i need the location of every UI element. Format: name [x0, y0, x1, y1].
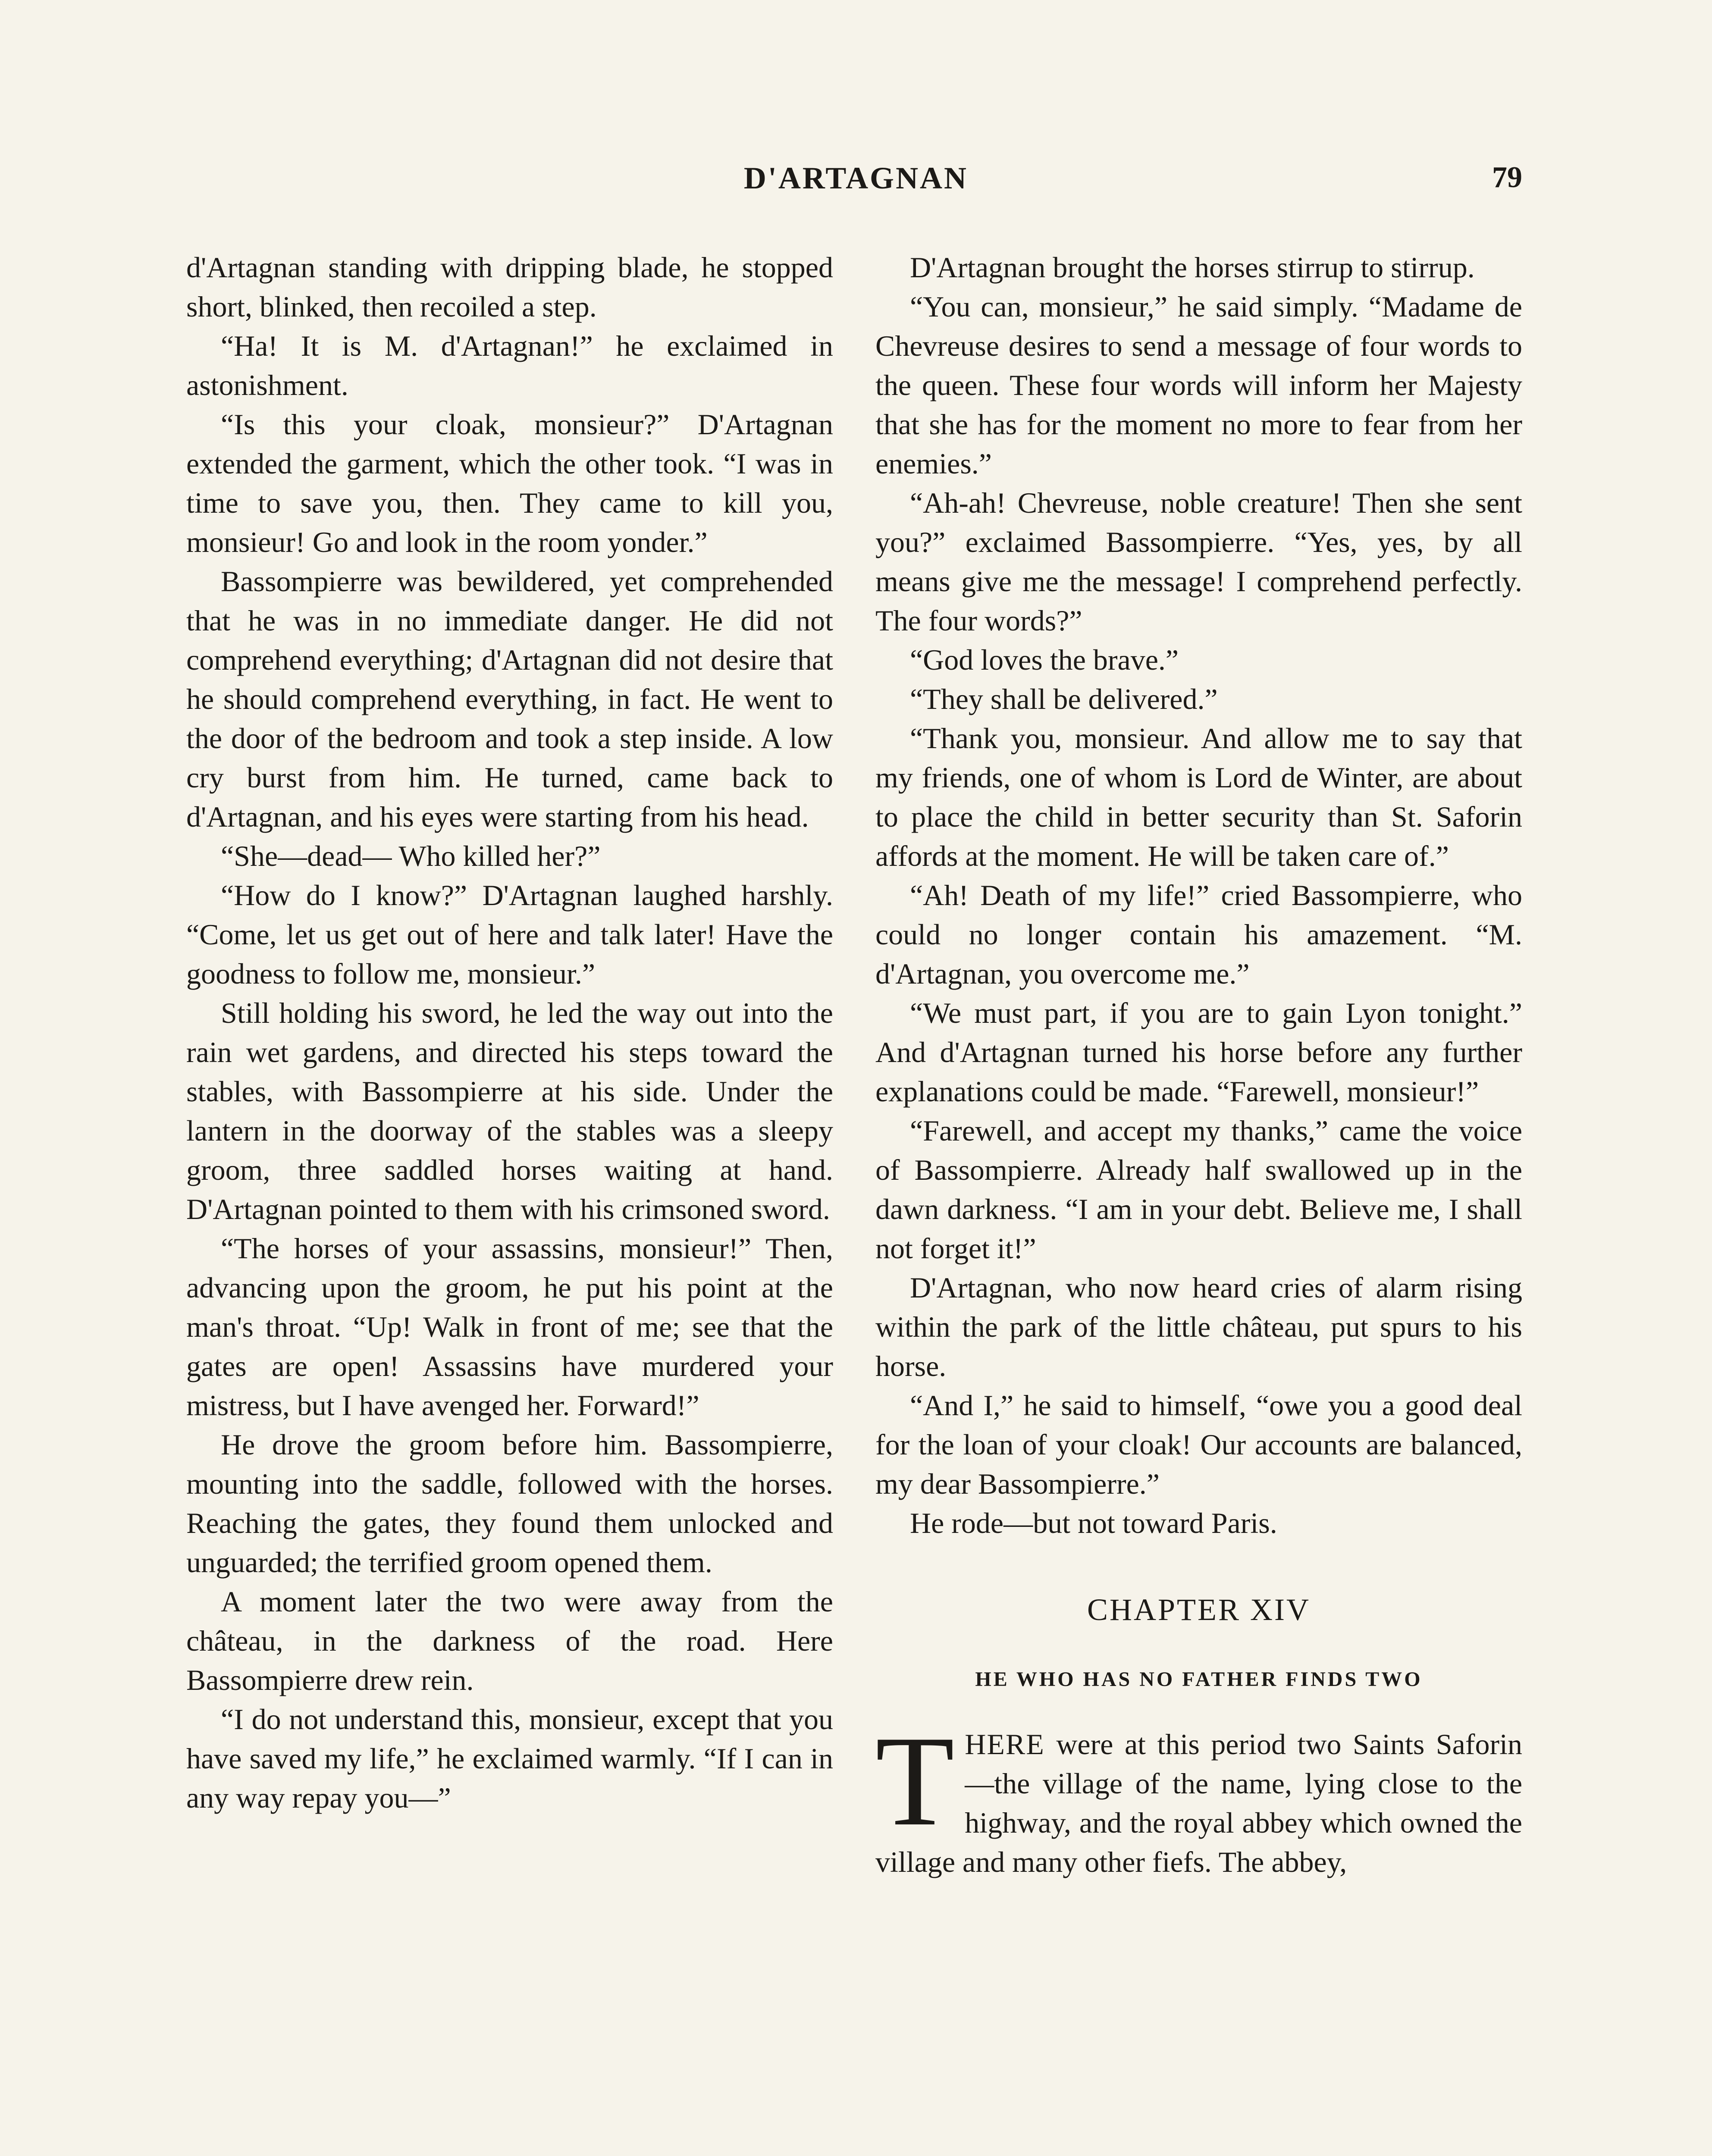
- paragraph: Still holding his sword, he led the way out into the rain wet gardens, and directed his steps toward the stables, with Bassompierre at his side. Under the lantern in the doorway of the stables was a sleepy groom, three saddled horses waiting at hand. D'Artagnan pointed to them with his crimsoned sword.: [186, 997, 833, 1225]
- paragraph: D'Artagnan, who now heard cries of alarm rising within the park of the little château, put spurs to his horse.: [875, 1271, 1522, 1382]
- drop-cap: T: [875, 1709, 955, 1852]
- paragraph: “Is this your cloak, monsieur?” D'Artagnan extended the garment, which the other took. “I was in time to save you, then. They came to kill you, monsieur! Go and look in the room yonder.”: [186, 408, 833, 558]
- running-title: D'ARTAGNAN: [743, 161, 969, 195]
- paragraph: “The horses of your assassins, monsieur!” Then, advancing upon the groom, he put his point at the man's throat. “Up! Walk in front of me; see that the gates are open! Assassins have murdered your mistress, but I have avenged her. Forward!”: [186, 1232, 833, 1422]
- paragraph: “How do I know?” D'Artagnan laughed harshly. “Come, let us get out of here and talk later! Have the goodness to follow me, monsieur.”: [186, 879, 833, 990]
- paragraph: “Ha! It is M. d'Artagnan!” he exclaimed in astonishment.: [186, 329, 833, 401]
- paragraph: “God loves the brave.”: [910, 643, 1179, 676]
- paragraph: He drove the groom before him. Bassompierre, mounting into the saddle, followed with the horses. Reaching the gates, they found them unlocked and unguarded; the terrified groom opened them.: [186, 1428, 833, 1579]
- paragraph: “Thank you, monsieur. And allow me to say that my friends, one of whom is Lord de Winter, are about to place the child in better security than St. Saforin affords at the moment. He will be taken care of.”: [875, 722, 1522, 872]
- paragraph: “I do not understand this, monsieur, except that you have saved my life,” he exclaimed warmly. “If I can in any way repay you—”: [186, 1703, 833, 1814]
- running-head: [0, 160, 1712, 199]
- paragraph: Bassompierre was bewildered, yet comprehended that he was in no immediate danger. He did not comprehend everything; d'Artagnan did not desire that he should comprehend everything, in fact. He went to the door of the bedroom and took a step inside. A low cry burst from him. He turned, came back to d'Artagnan, and his eyes were starting from his head.: [186, 565, 833, 833]
- paragraph: “Farewell, and accept my thanks,” came the voice of Bassompierre. Already half swallowed up in the dawn darkness. “I am in your debt. Believe me, I shall not forget it!”: [875, 1114, 1522, 1265]
- paragraph: “She—dead— Who killed her?”: [221, 840, 601, 872]
- paragraph: D'Artagnan brought the horses stirrup to stirrup.: [910, 251, 1475, 284]
- chapter-opening: [875, 1709, 1522, 1882]
- right-column: [875, 248, 1522, 1882]
- opening-paragraph: [875, 1709, 1522, 1882]
- paragraph: “You can, monsieur,” he said simply. “Madame de Chevreuse desires to send a message of four words to the queen. These four words will inform her Majesty that she has for the moment no more to fear from her enemies.”: [875, 290, 1522, 480]
- opening-text: were at this period two Saints Saforin—the village of the name, lying close to the highway, and the royal abbey which owned the village and many other fiefs. The abbey,: [875, 1728, 1522, 1878]
- paragraph: “And I,” he said to himself, “owe you a good deal for the loan of your cloak! Our accounts are balanced, my dear Bassompierre.”: [875, 1389, 1522, 1500]
- left-column: [186, 248, 833, 1818]
- paragraph: A moment later the two were away from the château, in the darkness of the road. Here Bassompierre drew rein.: [186, 1585, 833, 1696]
- page-number: 79: [1492, 161, 1522, 194]
- paragraph: “Ah-ah! Chevreuse, noble creature! Then she sent you?” exclaimed Bassompierre. “Yes, yes, by all means give me the message! I comprehend perfectly. The four words?”: [875, 486, 1522, 637]
- paragraph: “We must part, if you are to gain Lyon tonight.” And d'Artagnan turned his horse before any further explanations could be made. “Farewell, monsieur!”: [875, 997, 1522, 1108]
- paragraph: He rode—but not toward Paris.: [910, 1507, 1277, 1539]
- chapter-subtitle: HE WHO HAS NO FATHER FINDS TWO: [975, 1668, 1423, 1691]
- paragraph: “They shall be delivered.”: [910, 683, 1218, 715]
- opening-smallcaps: HERE: [965, 1728, 1045, 1761]
- paragraph: “Ah! Death of my life!” cried Bassompierre, who could no longer contain his amazement. “M. d'Artagnan, you overcome me.”: [875, 879, 1522, 990]
- paragraph: d'Artagnan standing with dripping blade, he stopped short, blinked, then recoiled a step.: [186, 251, 833, 323]
- chapter-heading: CHAPTER XIV: [1087, 1592, 1311, 1627]
